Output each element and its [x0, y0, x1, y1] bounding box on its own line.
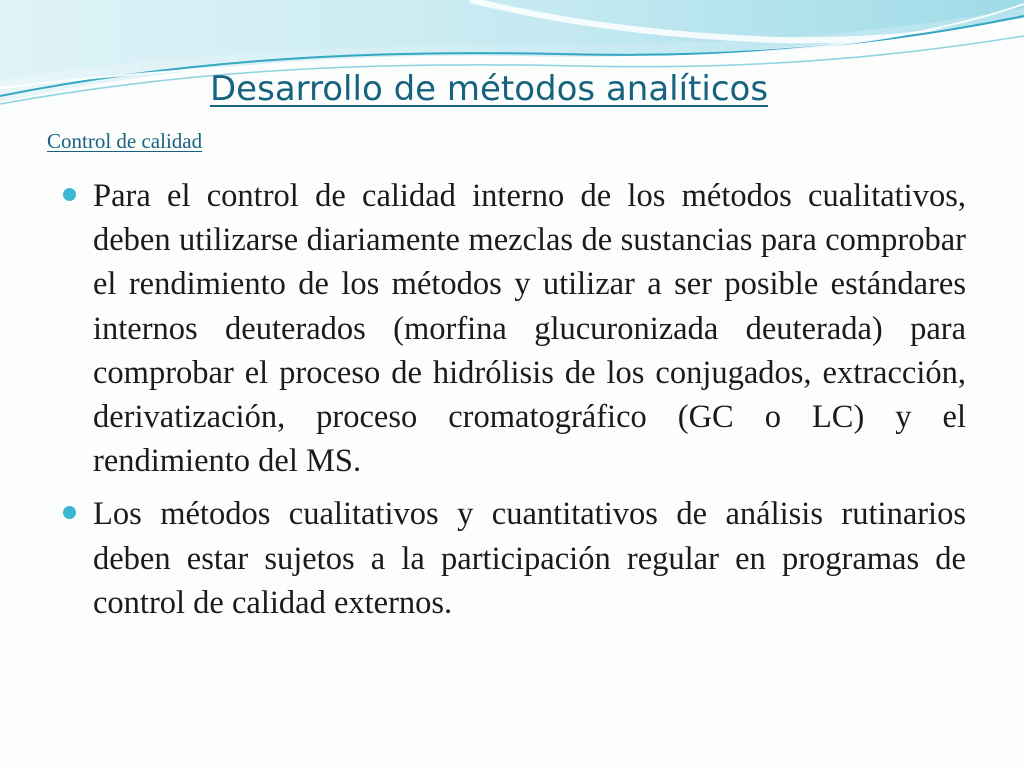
bullet-dot-icon [63, 188, 76, 201]
bullet-text: Los métodos cualitativos y cuantitativos de análisis rutinarios deben estar sujetos a la participación regular en programas de control de calidad externos. [93, 496, 966, 621]
slide-subtitle: Control de calidad [47, 129, 203, 153]
bullet-list [60, 174, 966, 634]
bullet-text: Para el control de calidad interno de los métodos cualitativos, deben utilizarse diariamente mezclas de sustancias para comprobar el rendimiento de los métodos y utilizar a ser posible estándares internos deuterados (morfina glucuronizada deuterada) para comprobar el proceso de hidrólisis de los conjugados, extracción, derivatización, proceso cromatográfico (GC o LC) y el rendimiento del MS. [93, 178, 966, 480]
bullet-dot-icon [63, 506, 76, 519]
slide-title: Desarrollo de métodos analíticos [210, 69, 769, 109]
bullet-item [60, 174, 966, 483]
bullet-item [60, 492, 966, 625]
